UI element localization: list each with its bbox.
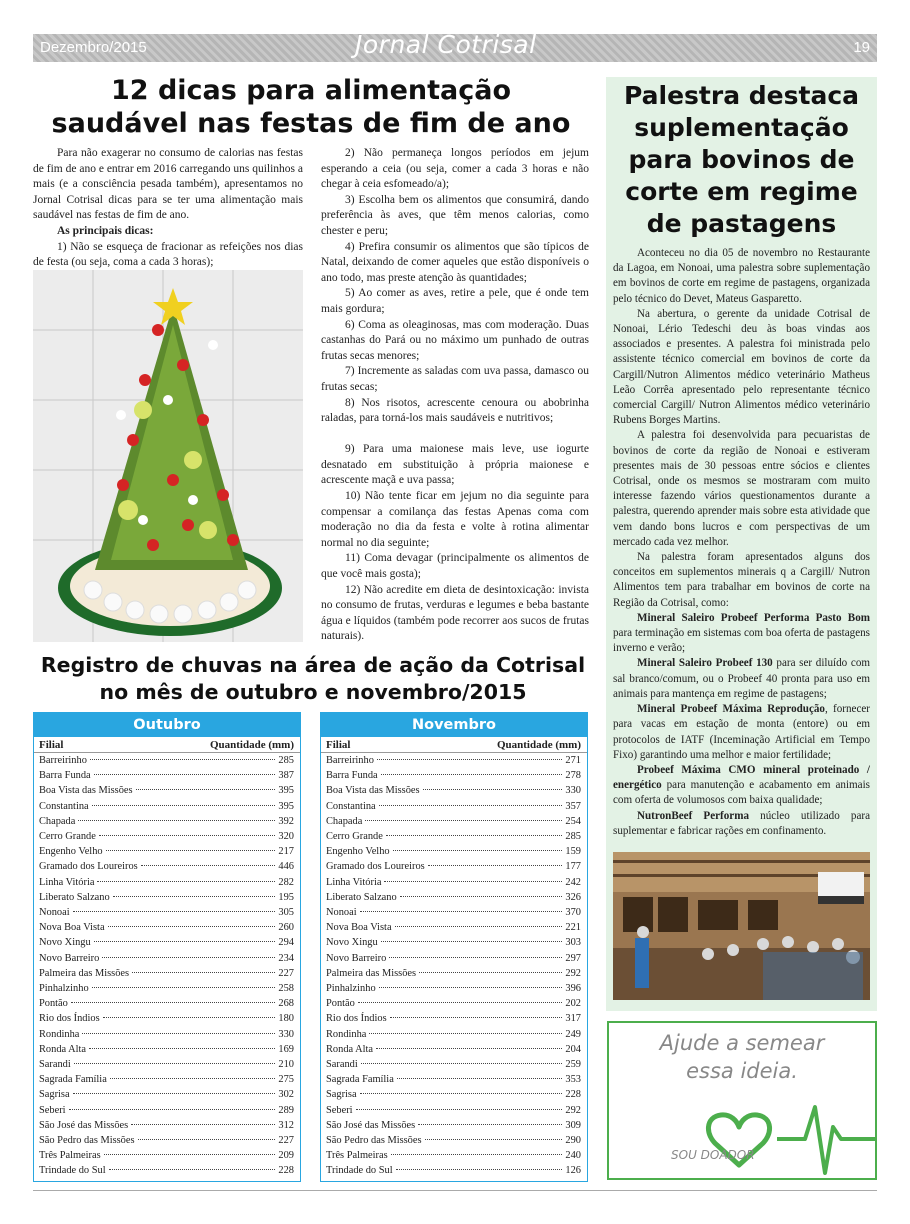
table-column-headers bbox=[321, 737, 587, 753]
table-row bbox=[34, 935, 300, 950]
table-row bbox=[321, 1148, 587, 1163]
branch-name: Novo Barreiro bbox=[326, 952, 387, 964]
rainfall-value: 292 bbox=[565, 1104, 581, 1116]
table-row bbox=[321, 814, 587, 829]
dot-leader bbox=[73, 1093, 276, 1094]
dot-leader bbox=[97, 881, 275, 882]
donor-tag: SOU DOADOR bbox=[671, 1148, 755, 1162]
dot-leader bbox=[395, 926, 563, 927]
dot-leader bbox=[389, 957, 562, 958]
dot-leader bbox=[141, 865, 276, 866]
article-headline: 12 dicas para alimentação saudável nas festas de fim de ano bbox=[51, 75, 571, 139]
tip-5: 5) Ao comer as aves, retire a pele, que é onde tem mais gordura; bbox=[321, 287, 589, 315]
product-item bbox=[613, 611, 870, 657]
dot-leader bbox=[397, 1078, 563, 1079]
dot-leader bbox=[379, 987, 563, 988]
branch-name: Nova Boa Vista bbox=[326, 922, 392, 934]
dot-leader bbox=[390, 1017, 563, 1018]
tip-9: 9) Para uma maionese mais leve, use iogurte desnatado em substituição à própria maionese e acrescente maçã e uva passa; bbox=[321, 443, 589, 487]
dot-leader bbox=[381, 774, 563, 775]
dot-leader bbox=[425, 1139, 563, 1140]
sidebar-headline: Palestra destaca suplementação para bovinos de corte em regime de pastagens bbox=[623, 81, 860, 238]
branch-name: Sagrisa bbox=[326, 1089, 357, 1101]
branch-name: Chapada bbox=[326, 815, 363, 827]
dot-leader bbox=[369, 1033, 562, 1034]
table-title: Outubro bbox=[34, 713, 300, 737]
rainfall-value: 446 bbox=[278, 861, 294, 873]
table-row bbox=[34, 1011, 300, 1026]
table-row bbox=[321, 966, 587, 981]
dot-leader bbox=[103, 1017, 276, 1018]
dot-leader bbox=[89, 1048, 275, 1049]
branch-name: Ronda Alta bbox=[326, 1043, 374, 1055]
dot-leader bbox=[106, 850, 276, 851]
dot-leader bbox=[379, 805, 563, 806]
dot-leader bbox=[74, 1063, 276, 1064]
dot-leader bbox=[360, 1093, 563, 1094]
dot-leader bbox=[92, 987, 276, 988]
table-row bbox=[34, 890, 300, 905]
rainfall-value: 392 bbox=[278, 815, 294, 827]
product-description: núcleo utilizado para suplementar e fabricar rações em confinamento. bbox=[613, 809, 870, 837]
table-row bbox=[34, 814, 300, 829]
rain-table-november bbox=[320, 712, 588, 1182]
branch-name: Ronda Alta bbox=[39, 1043, 87, 1055]
rainfall-value: 227 bbox=[278, 1135, 294, 1147]
dot-leader bbox=[90, 759, 276, 760]
table-row bbox=[34, 768, 300, 783]
rainfall-value: 278 bbox=[565, 770, 581, 782]
rainfall-value: 395 bbox=[278, 800, 294, 812]
dot-leader bbox=[418, 1124, 562, 1125]
table-row bbox=[321, 768, 587, 783]
branch-name: Boa Vista das Missões bbox=[326, 785, 420, 797]
dot-leader bbox=[377, 759, 563, 760]
table-row bbox=[34, 1133, 300, 1148]
branch-name: Rio dos Índios bbox=[326, 1013, 387, 1025]
table-rows bbox=[34, 753, 300, 1179]
dot-leader bbox=[113, 896, 276, 897]
table-row bbox=[34, 981, 300, 996]
table-rows bbox=[321, 753, 587, 1179]
branch-name: Chapada bbox=[39, 815, 76, 827]
table-row bbox=[321, 1118, 587, 1133]
branch-name: Sagrada Família bbox=[326, 1074, 394, 1086]
table-row bbox=[321, 951, 587, 966]
dot-leader bbox=[82, 1033, 275, 1034]
product-description: , fornecer para vacas em estação de monta (entore) ou em protocolos de IATF (Inceminação Artificial em Tempo Fixo) garantindo uma melhor e maior fertilidade; bbox=[613, 703, 870, 761]
product-name: Mineral Probeef Máxima Reprodução bbox=[637, 703, 825, 716]
tip-4: 4) Prefira consumir os alimentos que são típicos de Natal, deixando de comer aqueles que estão disponíveis o ano todo, mas preste atenção às quantidades; bbox=[321, 240, 589, 284]
meeting-photo bbox=[613, 852, 870, 1000]
donor-ad bbox=[607, 1021, 877, 1180]
dot-leader bbox=[108, 926, 276, 927]
column-quantity: Quantidade (mm) bbox=[209, 739, 294, 751]
dot-leader bbox=[428, 865, 563, 866]
table-row bbox=[34, 829, 300, 844]
branch-name: Palmeira das Missões bbox=[326, 967, 417, 979]
branch-name: São José das Missões bbox=[326, 1119, 416, 1131]
product-description: para ser diluído com sal branco/comum, ou o Probeef 40 pronta para uso em animais para mantença em regime de pastagens; bbox=[613, 657, 870, 700]
rainfall-value: 254 bbox=[565, 815, 581, 827]
rainfall-value: 258 bbox=[278, 983, 294, 995]
branch-name: Barreirinho bbox=[326, 755, 374, 766]
branch-name: Sarandi bbox=[39, 1059, 71, 1071]
branch-name: Barra Funda bbox=[326, 770, 378, 782]
dot-leader bbox=[376, 1048, 562, 1049]
branch-name: Sarandi bbox=[326, 1059, 358, 1071]
product-item bbox=[613, 809, 870, 839]
column-branch: Filial bbox=[39, 739, 64, 751]
rainfall-value: 227 bbox=[278, 967, 294, 979]
table-row bbox=[34, 1118, 300, 1133]
tip-10: 10) Não tente ficar em jejum no dia seguinte para compensar a comilança das festas Apenas coma com moderação no dia da festa e volte à rotina alimentar normal no dia seguinte; bbox=[321, 490, 589, 549]
newspaper-title: Jornal Cotrisal bbox=[355, 30, 537, 59]
branch-name: Novo Xingu bbox=[39, 937, 91, 949]
table-row bbox=[321, 844, 587, 859]
sidebar-paragraph: Na palestra foram apresentados alguns dos conceitos em suplementos minerais q a Cargill/ Nutron Alimentos tem para trabalhar em bovinos de corte na Região da Cotrisal, como: bbox=[613, 551, 870, 609]
table-row bbox=[34, 1087, 300, 1102]
rainfall-value: 387 bbox=[278, 770, 294, 782]
rainfall-value: 126 bbox=[565, 1165, 581, 1177]
dot-leader bbox=[356, 1109, 563, 1110]
dot-leader bbox=[102, 957, 275, 958]
dot-leader bbox=[99, 835, 276, 836]
product-item bbox=[613, 702, 870, 763]
branch-name: Novo Barreiro bbox=[39, 952, 100, 964]
table-row bbox=[321, 981, 587, 996]
table-row bbox=[321, 1163, 587, 1178]
dot-leader bbox=[104, 1154, 276, 1155]
dot-leader bbox=[358, 1002, 563, 1003]
rainfall-value: 159 bbox=[565, 846, 581, 858]
table-row bbox=[34, 1072, 300, 1087]
dot-leader bbox=[138, 1139, 276, 1140]
rainfall-value: 268 bbox=[278, 998, 294, 1010]
product-description: para manutenção e acabamento em animais com oferta de volumosos com baixa qualidade; bbox=[613, 779, 870, 807]
branch-name: Nova Boa Vista bbox=[39, 922, 105, 934]
dot-leader bbox=[131, 1124, 275, 1125]
rainfall-value: 320 bbox=[278, 831, 294, 843]
sidebar-paragraph: A palestra foi desenvolvida para pecuaristas de bovinos de corte da região de Nonoai e estiveram presentes mais de 30 pessoas entre sócios e clientes Cotrisal, onde os mesmos se mostraram com muito interesse fazendo vários questionamentos durante a palestra, querendo aprender mais sobre esta atividade que vem dando bons lucros e com perspectivas de um mercado cada vez melhor. bbox=[613, 429, 870, 548]
table-row bbox=[321, 829, 587, 844]
rainfall-value: 228 bbox=[565, 1089, 581, 1101]
article-column-1 bbox=[33, 146, 303, 271]
donor-line-1: Ajude a semear bbox=[659, 1031, 825, 1055]
rain-table-october bbox=[33, 712, 301, 1182]
branch-name: São Pedro das Missões bbox=[326, 1135, 422, 1147]
branch-name: Sagrisa bbox=[39, 1089, 70, 1101]
branch-name: Nonoai bbox=[39, 907, 70, 919]
rainfall-value: 228 bbox=[278, 1165, 294, 1177]
product-name: Mineral Saleiro Probeef Performa Pasto Bom bbox=[637, 611, 870, 624]
branch-name: Seberi bbox=[39, 1104, 66, 1116]
branch-name: Pontão bbox=[326, 998, 355, 1010]
table-row bbox=[321, 1072, 587, 1087]
rainfall-value: 210 bbox=[278, 1059, 294, 1071]
rainfall-value: 259 bbox=[565, 1059, 581, 1071]
rainfall-value: 209 bbox=[278, 1150, 294, 1162]
rainfall-value: 330 bbox=[278, 1028, 294, 1040]
table-row bbox=[34, 844, 300, 859]
rainfall-value: 282 bbox=[278, 876, 294, 888]
table-row bbox=[34, 920, 300, 935]
branch-name: Seberi bbox=[326, 1104, 353, 1116]
rainfall-value: 305 bbox=[278, 907, 294, 919]
rainfall-value: 290 bbox=[565, 1135, 581, 1147]
rainfall-value: 370 bbox=[565, 907, 581, 919]
table-row bbox=[321, 1103, 587, 1118]
dot-leader bbox=[109, 1169, 276, 1170]
donor-line-2: essa ideia. bbox=[686, 1059, 798, 1083]
table-row bbox=[34, 966, 300, 981]
rainfall-value: 353 bbox=[565, 1074, 581, 1086]
tip-6: 6) Coma as oleaginosas, mas com moderação. Duas castanhas do Pará ou no máximo um punhado de outras frutas secas menores; bbox=[321, 318, 589, 362]
branch-name: Constantina bbox=[39, 800, 89, 812]
bottom-rule bbox=[33, 1190, 877, 1191]
table-row bbox=[34, 799, 300, 814]
dot-leader bbox=[132, 972, 275, 973]
dot-leader bbox=[361, 1063, 563, 1064]
table-row bbox=[34, 905, 300, 920]
page-number: 19 bbox=[853, 39, 870, 56]
rainfall-value: 326 bbox=[565, 891, 581, 903]
column-quantity: Quantidade (mm) bbox=[496, 739, 581, 751]
rainfall-value: 294 bbox=[278, 937, 294, 949]
broccoli-tree-photo bbox=[33, 270, 303, 642]
branch-name: Trindade do Sul bbox=[39, 1165, 106, 1177]
branch-name: Cerro Grande bbox=[39, 831, 96, 843]
table-column-headers bbox=[34, 737, 300, 753]
article-intro: Para não exagerar no consumo de calorias nas festas de fim de ano e entrar em 2016 carregando uns quilinhos a mais (e a consciência pesada também), apresentamos no Jornal Cotrisal dicas para se ter uma alimentação mais saudável nas festas de fim de ano. bbox=[33, 147, 303, 222]
rainfall-value: 312 bbox=[278, 1119, 294, 1131]
table-row bbox=[34, 1057, 300, 1072]
dot-leader bbox=[92, 805, 276, 806]
table-row bbox=[321, 920, 587, 935]
product-item bbox=[613, 656, 870, 702]
rainfall-value: 396 bbox=[565, 983, 581, 995]
dot-leader bbox=[360, 911, 563, 912]
branch-name: Liberato Salzano bbox=[326, 891, 397, 903]
branch-name: Pontão bbox=[39, 998, 68, 1010]
table-row bbox=[321, 1027, 587, 1042]
branch-name: Rio dos Índios bbox=[39, 1013, 100, 1025]
sidebar-paragraph: Aconteceu no dia 05 de novembro no Restaurante da Lagoa, em Nonoai, uma palestra sobre suplementação em bovinos de corte em regime de pastagens, organizada pelo técnico do Devet, Mateus Gasparetto. bbox=[613, 247, 870, 305]
dot-leader bbox=[69, 1109, 276, 1110]
table-row bbox=[34, 1027, 300, 1042]
rain-section-title: Registro de chuvas na área de ação da Cotrisal no mês de outubro e novembro/2015 bbox=[40, 653, 586, 704]
dot-leader bbox=[136, 789, 276, 790]
rainfall-value: 289 bbox=[278, 1104, 294, 1116]
branch-name: Trindade do Sul bbox=[326, 1165, 393, 1177]
branch-name: Barreirinho bbox=[39, 755, 87, 766]
dot-leader bbox=[419, 972, 562, 973]
table-row bbox=[321, 1087, 587, 1102]
spacer bbox=[321, 427, 589, 443]
tip-7: 7) Incremente as saladas com uva passa, damasco ou frutas secas; bbox=[321, 365, 589, 393]
dot-leader bbox=[94, 941, 276, 942]
branch-name: São Pedro das Missões bbox=[39, 1135, 135, 1147]
rainfall-value: 297 bbox=[565, 952, 581, 964]
rainfall-value: 169 bbox=[278, 1043, 294, 1055]
table-row bbox=[321, 859, 587, 874]
table-row bbox=[34, 951, 300, 966]
rainfall-value: 395 bbox=[278, 785, 294, 797]
tip-8: 8) Nos risotos, acrescente cenoura ou abobrinha raladas, para torná-los mais saudáveis e nutritivos; bbox=[321, 396, 589, 425]
branch-name: Rondinha bbox=[326, 1028, 367, 1040]
branch-name: Três Palmeiras bbox=[39, 1150, 101, 1162]
branch-name: Três Palmeiras bbox=[326, 1150, 388, 1162]
table-title: Novembro bbox=[321, 713, 587, 737]
dot-leader bbox=[381, 941, 563, 942]
rainfall-value: 204 bbox=[565, 1043, 581, 1055]
tip-12: 12) Não acredite em dieta de desintoxicação: invista no consumo de frutas, verduras e legumes e beba bastante água e líquidos (também pode recorrer aos sucos de frutas naturais). bbox=[321, 583, 589, 643]
product-description: para terminação em sistemas com boa oferta de pastagens inverno e verão; bbox=[613, 627, 870, 655]
branch-name: Gramado dos Loureiros bbox=[326, 861, 425, 873]
sidebar-body bbox=[613, 246, 870, 839]
rainfall-value: 249 bbox=[565, 1028, 581, 1040]
dot-leader bbox=[73, 911, 276, 912]
dot-leader bbox=[110, 1078, 276, 1079]
rainfall-value: 240 bbox=[565, 1150, 581, 1162]
rainfall-value: 271 bbox=[565, 755, 581, 766]
table-row bbox=[321, 783, 587, 798]
branch-name: Linha Vitória bbox=[326, 876, 382, 888]
tip-3: 3) Escolha bem os alimentos que consumirá, dando preferência às aves, que têm menos calorias, como chester e peru; bbox=[321, 193, 589, 237]
sidebar-paragraph: Na abertura, o gerente da unidade Cotrisal de Nonoai, Lério Tedeschi deu às boas vindas aos associados e presentes. A palestra foi ministrada pelo assistente técnico comercial em bovinos de corte da Cargill/Nutron Alimentos médico veterinário Matheus Leão Corrêa apresentado pelo representante técnico comercial Cargill/ Nutron Alimentos médico veterinário Rubens Borges Martins. bbox=[613, 307, 870, 427]
branch-name: Novo Xingu bbox=[326, 937, 378, 949]
dot-leader bbox=[393, 850, 563, 851]
tip-1: 1) Não se esqueça de fracionar as refeições nos dias de festa (ou seja, coma a cada 3 horas); bbox=[33, 240, 303, 269]
table-row bbox=[34, 1042, 300, 1057]
table-row bbox=[321, 799, 587, 814]
table-row bbox=[34, 783, 300, 798]
branch-name: Pinhalzinho bbox=[39, 983, 89, 995]
branch-name: Barra Funda bbox=[39, 770, 91, 782]
table-row bbox=[321, 1011, 587, 1026]
dot-leader bbox=[365, 820, 562, 821]
table-row bbox=[321, 1133, 587, 1148]
heart-heartbeat-icon bbox=[609, 1087, 875, 1179]
rainfall-value: 303 bbox=[565, 937, 581, 949]
dot-leader bbox=[396, 1169, 563, 1170]
product-item bbox=[613, 763, 870, 809]
table-row bbox=[321, 753, 587, 768]
product-name: NutronBeef Performa bbox=[637, 809, 750, 822]
rainfall-value: 217 bbox=[278, 846, 294, 858]
tip-2: 2) Não permaneça longos períodos em jejum esperando a ceia (ou seja, comer a cada 3 horas e não chegar à ceia esfomeado/a); bbox=[321, 147, 589, 191]
dot-leader bbox=[78, 820, 275, 821]
rainfall-value: 357 bbox=[565, 800, 581, 812]
branch-name: Rondinha bbox=[39, 1028, 80, 1040]
table-row bbox=[321, 890, 587, 905]
rainfall-value: 309 bbox=[565, 1119, 581, 1131]
product-name: Mineral Saleiro Probeef 130 bbox=[637, 657, 773, 670]
dot-leader bbox=[391, 1154, 563, 1155]
rainfall-value: 234 bbox=[278, 952, 294, 964]
issue-date: Dezembro/2015 bbox=[40, 39, 147, 56]
table-row bbox=[34, 859, 300, 874]
column-branch: Filial bbox=[326, 739, 351, 751]
branch-name: Cerro Grande bbox=[326, 831, 383, 843]
table-row bbox=[34, 753, 300, 768]
branch-name: Linha Vitória bbox=[39, 876, 95, 888]
rainfall-value: 302 bbox=[278, 1089, 294, 1101]
rainfall-value: 330 bbox=[565, 785, 581, 797]
rainfall-value: 242 bbox=[565, 876, 581, 888]
table-row bbox=[321, 905, 587, 920]
branch-name: Engenho Velho bbox=[39, 846, 103, 858]
product-name: Probeef Máxima CMO mineral proteinado / energético bbox=[613, 763, 870, 792]
dot-leader bbox=[386, 835, 563, 836]
table-row bbox=[321, 935, 587, 950]
dot-leader bbox=[423, 789, 563, 790]
rainfall-value: 285 bbox=[278, 755, 294, 766]
rainfall-value: 202 bbox=[565, 998, 581, 1010]
rainfall-value: 195 bbox=[278, 891, 294, 903]
article-column-2 bbox=[321, 146, 589, 645]
branch-name: Boa Vista das Missões bbox=[39, 785, 133, 797]
branch-name: Nonoai bbox=[326, 907, 357, 919]
table-row bbox=[321, 1042, 587, 1057]
dot-leader bbox=[94, 774, 276, 775]
tips-heading: As principais dicas: bbox=[57, 224, 154, 237]
table-row bbox=[34, 875, 300, 890]
branch-name: Pinhalzinho bbox=[326, 983, 376, 995]
branch-name: Palmeira das Missões bbox=[39, 967, 130, 979]
tip-11: 11) Coma devagar (principalmente os alimentos de que você mais gosta); bbox=[321, 552, 589, 581]
dot-leader bbox=[384, 881, 562, 882]
rainfall-value: 275 bbox=[278, 1074, 294, 1086]
rainfall-value: 285 bbox=[565, 831, 581, 843]
rainfall-value: 180 bbox=[278, 1013, 294, 1025]
dot-leader bbox=[71, 1002, 276, 1003]
table-row bbox=[321, 996, 587, 1011]
table-row bbox=[321, 1057, 587, 1072]
rainfall-value: 260 bbox=[278, 922, 294, 934]
branch-name: São José das Missões bbox=[39, 1119, 129, 1131]
rainfall-value: 292 bbox=[565, 967, 581, 979]
table-row bbox=[34, 996, 300, 1011]
table-row bbox=[34, 1163, 300, 1178]
branch-name: Sagrada Família bbox=[39, 1074, 107, 1086]
branch-name: Gramado dos Loureiros bbox=[39, 861, 138, 873]
rainfall-value: 317 bbox=[565, 1013, 581, 1025]
table-row bbox=[34, 1103, 300, 1118]
rainfall-value: 177 bbox=[565, 861, 581, 873]
branch-name: Liberato Salzano bbox=[39, 891, 110, 903]
branch-name: Constantina bbox=[326, 800, 376, 812]
rainfall-value: 221 bbox=[565, 922, 581, 934]
table-row bbox=[321, 875, 587, 890]
dot-leader bbox=[400, 896, 563, 897]
branch-name: Engenho Velho bbox=[326, 846, 390, 858]
table-row bbox=[34, 1148, 300, 1163]
